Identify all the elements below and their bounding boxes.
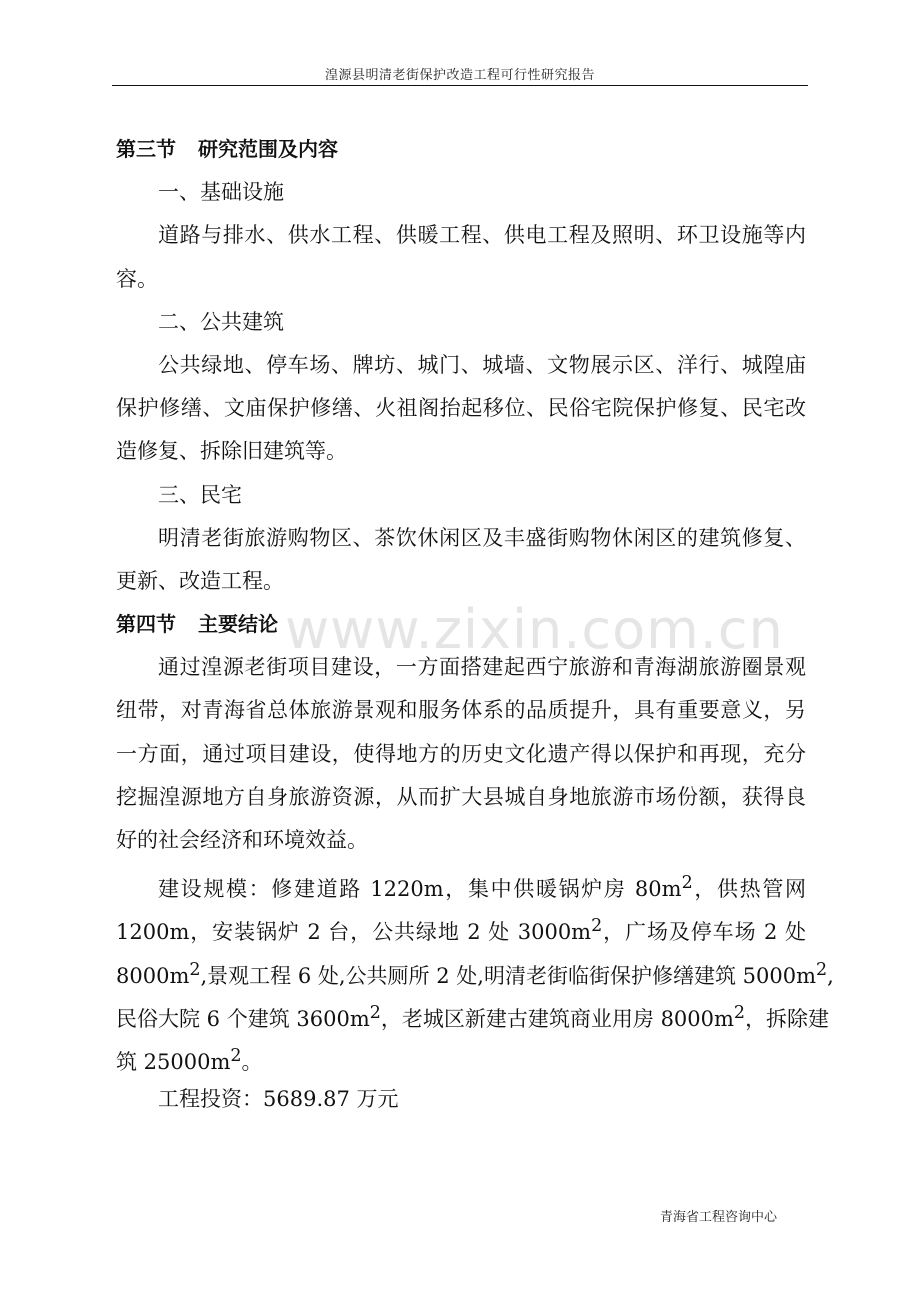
- paragraph-line: [116, 1035, 806, 1078]
- subheading: 一、基础设施: [158, 180, 284, 205]
- paragraph-line: 通过湟源老街项目建设，一方面搭建起西宁旅游和青海湖旅游圈景观: [158, 655, 806, 680]
- paragraph-line: 一方面，通过项目建设，使得地方的历史文化遗产得以保护和再现，充分: [116, 741, 806, 766]
- paragraph-line: [116, 862, 806, 905]
- paragraph-line: 容。: [116, 266, 158, 291]
- investment-line: 工程投资：5689.87 万元: [158, 1087, 399, 1112]
- section-number: 第四节: [116, 612, 176, 637]
- paragraph-line: 公共绿地、停车场、牌坊、城门、城墙、文物展示区、洋行、城隍庙: [158, 352, 806, 377]
- header-divider: [112, 85, 808, 86]
- text-run: 民俗大院 6 个建筑 3600m: [116, 1006, 370, 1031]
- paragraph-line: [116, 949, 834, 992]
- paragraph-line: 道路与排水、供水工程、供暖工程、供电工程及照明、环卫设施等内: [158, 223, 806, 248]
- superscript: 2: [733, 1002, 746, 1023]
- superscript: 2: [591, 916, 603, 937]
- section-number: 第三节: [116, 137, 176, 161]
- superscript: 2: [230, 1045, 242, 1066]
- section-title: 研究范围及内容: [198, 137, 338, 161]
- paragraph-line: 造修复、拆除旧建筑等。: [116, 439, 347, 464]
- paragraph-line: [116, 905, 806, 948]
- superscript: 2: [189, 959, 201, 980]
- text-run: 。: [241, 1049, 263, 1074]
- text-run: ，供热管网: [692, 877, 807, 902]
- section-heading-3: [116, 128, 806, 171]
- text-run: 建设规模：修建道路 1220m，集中供暖锅炉房 80m: [158, 877, 682, 902]
- paragraph-line: 好的社会经济和环境效益。: [116, 828, 368, 852]
- running-header: 湟源县明清老街保护改造工程可行性研究报告: [324, 68, 595, 83]
- section-title: 主要结论: [198, 612, 278, 637]
- text-run: ，拆除建: [745, 1006, 830, 1031]
- subheading: 三、民宅: [158, 482, 242, 507]
- text-run: 筑 25000m: [116, 1049, 231, 1074]
- paragraph-line: 明清老街旅游购物区、茶饮休闲区及丰盛街购物休闲区的建筑修复、: [158, 525, 806, 550]
- text-run: 8000m: [116, 963, 190, 988]
- running-footer: 青海省工程咨询中心: [660, 1210, 778, 1225]
- paragraph-line: 纽带，对青海省总体旅游景观和服务体系的品质提升，具有重要意义，另: [116, 698, 806, 723]
- text-run: ，广场及停车场 2 处: [602, 920, 806, 945]
- text-run: ，老城区新建古建筑商业用房 8000m: [380, 1006, 734, 1031]
- text-run: ,景观工程 6 处,公共厕所 2 处,明清老街临街保护修缮建筑 5000m: [200, 963, 816, 988]
- subheading: 二、公共建筑: [158, 309, 284, 334]
- superscript: 2: [681, 873, 693, 894]
- text-run: ,: [827, 963, 834, 988]
- paragraph-line: 保护修缮、文庙保护修缮、火祖阁抬起移位、民俗宅院保护修复、民宅改: [116, 396, 806, 421]
- paragraph-line: [116, 992, 830, 1035]
- paragraph-line: 更新、改造工程。: [116, 568, 284, 593]
- superscript: 2: [815, 959, 828, 980]
- superscript: 2: [369, 1002, 381, 1023]
- text-run: 1200m，安装锅炉 2 台，公共绿地 2 处 3000m: [116, 920, 592, 945]
- paragraph-line: 挖掘湟源地方自身旅游资源，从而扩大县城自身地旅游市场份额，获得良: [116, 784, 806, 809]
- watermark: www.zixin.com.cn: [285, 598, 784, 661]
